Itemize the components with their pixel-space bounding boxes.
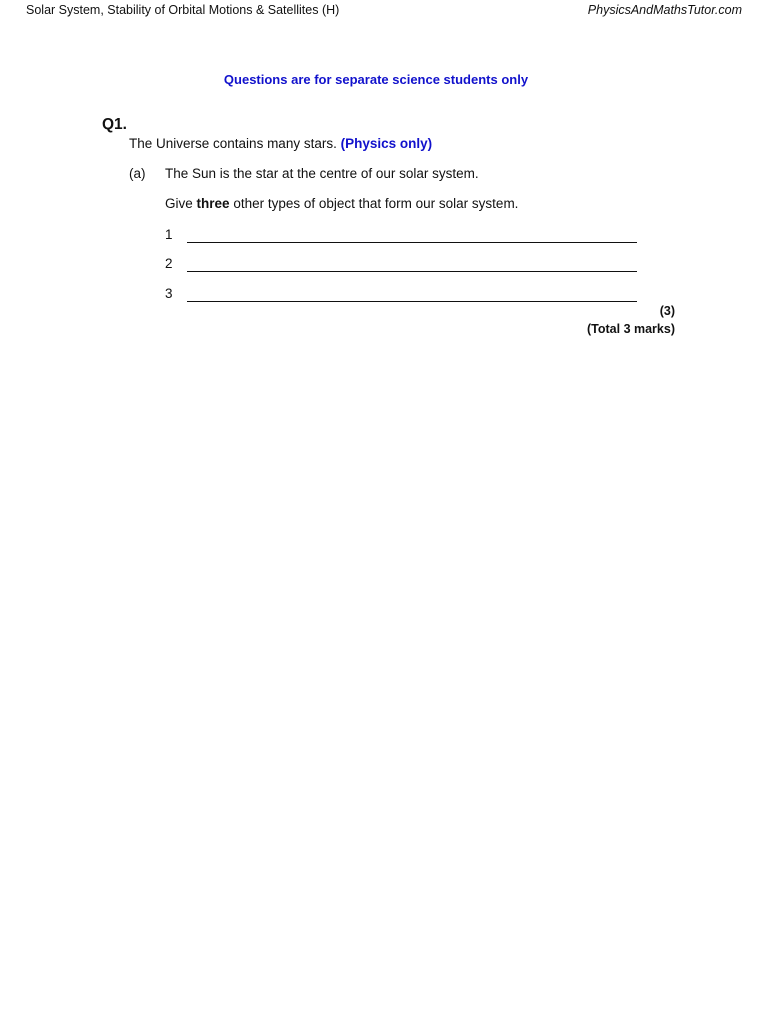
part-marks: (3) — [659, 304, 675, 318]
header-topic: Solar System, Stability of Orbital Motions & Satellites (H) — [26, 3, 340, 17]
physics-only-tag: (Physics only) — [340, 136, 433, 151]
part-text: The Sun is the star at the centre of our solar system. — [165, 166, 479, 181]
question-stem — [129, 136, 432, 151]
answer-line-number: 3 — [165, 286, 173, 301]
answer-line-2[interactable] — [165, 256, 637, 274]
question-stem-text: The Universe contains many stars. — [129, 136, 337, 151]
separate-science-notice: Questions are for separate science students only — [223, 72, 529, 87]
total-marks: (Total 3 marks) — [587, 322, 675, 336]
answer-rule — [187, 271, 637, 272]
instruction-bold: three — [196, 196, 230, 211]
question-number: Q1. — [102, 116, 127, 133]
part-instruction — [165, 196, 518, 211]
answer-line-1[interactable] — [165, 227, 637, 245]
answer-rule — [187, 301, 637, 302]
answer-line-number: 2 — [165, 256, 173, 271]
answer-line-number: 1 — [165, 227, 173, 242]
instruction-before: Give — [165, 196, 193, 211]
instruction-after: other types of object that form our solar system. — [233, 196, 519, 211]
answer-rule — [187, 242, 637, 243]
answer-line-3[interactable] — [165, 286, 637, 304]
part-label: (a) — [129, 166, 146, 181]
header-site: PhysicsAndMathsTutor.com — [587, 3, 742, 17]
